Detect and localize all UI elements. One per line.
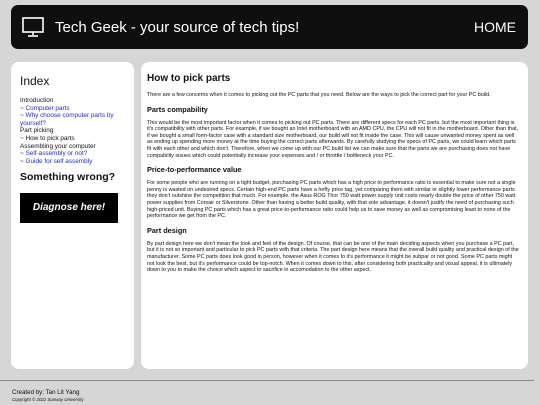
page-title: How to pick parts [147, 73, 231, 84]
sidebar [11, 62, 134, 369]
index-item-why-choose[interactable]: ~ Why choose computer parts by yourself? [20, 112, 114, 127]
index-link-self-assembly[interactable]: Self-assembly or not? [25, 150, 88, 158]
index-item-how-to-pick[interactable]: ~ How to pick parts [20, 134, 75, 142]
section-heading-compatibility: Parts compability [147, 104, 208, 114]
main-content [141, 62, 528, 369]
intro-paragraph: There are a few concerns when it comes to picking out the PC parts that you need. Below are the ways to pick the correct part for your PC build. [147, 92, 491, 98]
sidebar-heading: Index [20, 74, 50, 88]
section-body-part-design: By part design here we don't mean the look and feel of the design. Of course, that can be one of the main deciding aspects when you purchase a PC part, but it is not so important and particular to pick PC parts with that criteria. The part design here means that the overall build quality and practical design of the manufacturer. Some PC parts does look good in person, however when it comes to it's performance it might be subpar or not good. Some PC parts might not look the best, but it's performance could be top-notch. When it comes down to this, after considering both practicality and visual appeal, it is ultimately down to you to make the choice which aspect to sacrifice in accomodation to the other aspect. [147, 240, 519, 274]
something-wrong-heading: Something wrong? [20, 171, 116, 184]
index-list [20, 97, 126, 165]
index-section-assembling: Assembling your computer [20, 142, 96, 150]
home-link[interactable]: HOME [474, 19, 516, 35]
footer-created: Created by: Tan Lit Yang [12, 389, 80, 396]
site-header [11, 5, 528, 49]
index-item-self-assembly[interactable]: ~ Self-assembly or not? [20, 150, 88, 158]
index-item-computer-parts[interactable]: ~ Computer parts [20, 104, 70, 112]
section-body-price-performance: For some people who are running on a tight budget, purchasing PC parts which has a high price to performance ratio is essential to make sure not a single penny is wasted on undesired specs. Certain high-end PC parts have a hefty price tag, yet comparing them with similar or slightly lower performance parts they don't outshine the competition that much. For example, the Asus ROG Thor 750 watt power supply unit costs nearly double the price of other 750 watt power supplies from Corsair or Silverstone. Other than having a better build quality, with that sole advantage, it doesn't justify the need of purchasing such high-priced unit. Buying PC parts which has a great price-to-performance ratio could help us to save money as well as compromising least to none of the performance we get from the PC. [147, 180, 516, 220]
index-link-how-to-pick[interactable]: How to pick parts [25, 134, 75, 142]
section-body-compatibility: This would be the most important factor when it comes to picking out PC parts. There are different specs for each PC parts, but the most important thing is it's compatibility with other parts. For example, if we bought an Intel motherboard with an AMD CPU, the CPU will not fit in the motherboard. Other than that, if we bought a small form-factor case with a standard size motherboard, our build will not fit inside the case. This will cause unwanted money spent as well as ending up spending more money at the time buying the correct parts afterwards. By carefully studying the specs of PC parts, we could learn which parts fit with each other and which don't. Therefore, when we come up with our PC build list we can make sure that the parts we are purchasing does not have compability issues which could potentially increase your expenses and / or throttle / bottleneck your PC. [147, 119, 519, 159]
section-heading-part-design: Part design [147, 225, 187, 235]
diagnose-button[interactable]: Diagnose here! [20, 193, 118, 223]
index-link-why-choose[interactable]: Why choose computer parts by yourself? [20, 112, 114, 127]
index-link-computer-parts[interactable]: Computer parts [25, 104, 70, 112]
index-section-part-picking: Part picking [20, 127, 54, 135]
index-item-guide[interactable]: ~ Guide for self assembly [20, 157, 93, 165]
site-title: Tech Geek - your source of tech tips! [55, 18, 300, 36]
monitor-icon [21, 15, 45, 39]
index-link-guide[interactable]: Guide for self assembly [25, 157, 93, 165]
section-heading-price-performance: Price-to-performance value [147, 165, 242, 175]
footer [12, 389, 84, 402]
index-section-introduction: Introduction [20, 97, 54, 104]
footer-copyright: Copyright © 2022 Sunway University [12, 397, 84, 402]
footer-divider [0, 380, 534, 381]
